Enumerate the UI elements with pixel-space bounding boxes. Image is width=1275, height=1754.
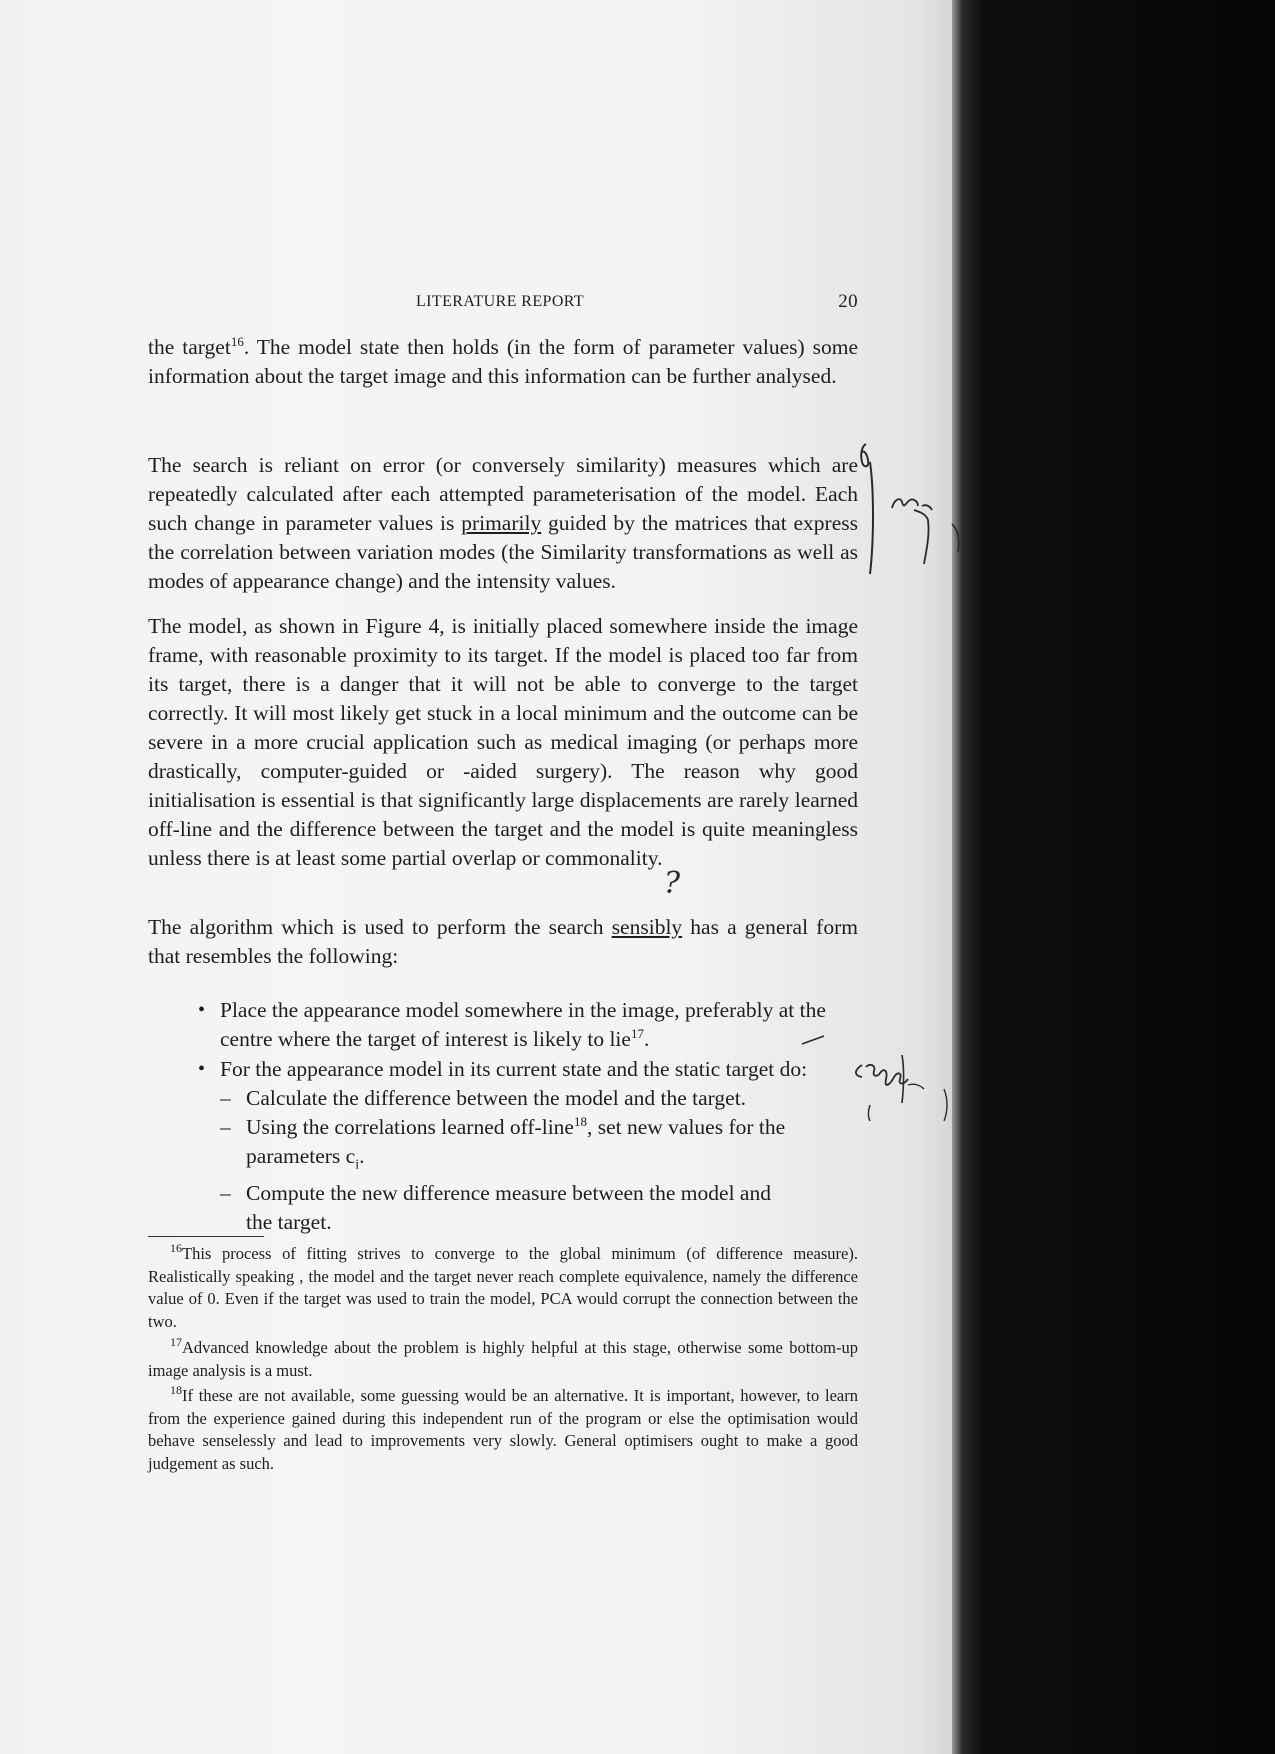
handwritten-underline bbox=[908, 1084, 924, 1089]
footnote-17 bbox=[148, 1337, 858, 1382]
paragraph-2-text-b: guided by the matrices that express the correlation between variation modes (the Similarity transformations as well as modes of appearance change) and the intensity values. bbox=[148, 511, 858, 593]
footnote-17-number: 17 bbox=[170, 1335, 182, 1349]
footnote-17-text: Advanced knowledge about the problem is highly helpful at this stage, otherwise some bottom-up image analysis is a must. bbox=[148, 1338, 858, 1380]
bullet-2-text: For the appearance model in its current state and the static target do: bbox=[220, 1057, 808, 1081]
paragraph-1-text-b: . The model state then holds (in the form of parameter values) some information about the target image and this information can be further analysed. bbox=[148, 335, 858, 388]
handwritten-tick bbox=[869, 1105, 871, 1121]
list-item bbox=[196, 1055, 858, 1237]
handwritten-stroke bbox=[902, 1055, 904, 1103]
paragraph-2 bbox=[148, 451, 858, 596]
handwritten-stroke bbox=[914, 510, 929, 564]
paragraph-1 bbox=[148, 333, 858, 391]
footnote-ref-16: 16 bbox=[230, 334, 244, 349]
list-item bbox=[220, 1179, 858, 1237]
scanner-dark-edge bbox=[952, 0, 1275, 1754]
algorithm-steps-list bbox=[196, 996, 858, 1238]
sub-step-2-text-d: . bbox=[359, 1144, 365, 1168]
list-item bbox=[220, 1113, 858, 1179]
margin-bracket-annotation bbox=[840, 440, 970, 590]
underlined-word-sensibly: sensibly bbox=[611, 915, 683, 939]
handwritten-question-mark: ? bbox=[664, 866, 681, 901]
handwritten-edge-mark bbox=[944, 1089, 947, 1121]
sub-step-1-text: Calculate the difference between the model and the target. bbox=[246, 1086, 747, 1110]
footnote-16-number: 16 bbox=[170, 1241, 182, 1255]
footnote-ref-17: 17 bbox=[630, 1026, 644, 1041]
margin-note-annotation bbox=[842, 1045, 962, 1125]
sub-step-2-text-b: , set new values for the bbox=[586, 1115, 786, 1139]
paragraph-4-text-a: The algorithm which is used to perform the search bbox=[148, 915, 612, 939]
subscript-i: i bbox=[355, 1157, 360, 1173]
bracket-line bbox=[870, 462, 873, 574]
footnote-18-text: If these are not available, some guessing would be an alternative. It is important, however, to learn from the experience gained during this independent run of the program or else the optimisation would behave senselessly and lead to improvements very slowly. General optimisers ought to make a good judgement as such. bbox=[148, 1386, 858, 1473]
sub-steps-list bbox=[220, 1084, 858, 1237]
bracket-top-mark bbox=[861, 444, 868, 466]
handwritten-word bbox=[856, 1065, 908, 1085]
page-header bbox=[148, 293, 858, 319]
running-title: LITERATURE REPORT bbox=[416, 293, 585, 310]
footnote-divider bbox=[148, 1236, 264, 1237]
sub-step-2-text-c: parameters c bbox=[246, 1144, 356, 1168]
page-number: 20 bbox=[838, 291, 858, 312]
paragraph-3: The model, as shown in Figure 4, is initially placed somewhere inside the image frame, with reasonable proximity to its target. If the model is placed too far from its target, there is a danger that it will not be able to converge to the target correctly. It will most likely get stuck in a local minimum and the outcome can be severe in a more crucial application such as medical imaging (or perhaps more drastically, computer-guided or -aided surgery). The reason why good initialisation is essential is that significantly large displacements are rarely learned off-line and the difference between the target and the model is quite meaningless unless there is at least some partial overlap or commonality. bbox=[148, 614, 858, 870]
bullet-1-text-b: . bbox=[643, 1027, 650, 1051]
sub-step-3-text-b: the target. bbox=[246, 1210, 332, 1235]
handwritten-edge-mark bbox=[952, 524, 959, 552]
paragraph-4-text-b: has a general form that resembles the following: bbox=[148, 915, 858, 968]
handwritten-scribble bbox=[892, 499, 932, 510]
pointer-arrow-annotation bbox=[800, 1030, 840, 1050]
sub-step-2-text-a: Using the correlations learned off-line bbox=[246, 1115, 574, 1139]
paragraph-2-text-a: The search is reliant on error (or conversely similarity) measures which are repeatedly calculated after each attempted parameterisation of the model. Each such change in parameter values is bbox=[148, 453, 858, 535]
list-item bbox=[220, 1084, 858, 1113]
underlined-word-primarily: primarily bbox=[461, 511, 542, 535]
bullet-1-text-a: Place the appearance model somewhere in the image, preferably at the centre where the target of interest is likely to lie bbox=[220, 998, 826, 1051]
footnote-ref-18: 18 bbox=[573, 1114, 587, 1129]
paragraph-4 bbox=[148, 913, 858, 971]
paragraph-1-text-a: the target bbox=[148, 335, 231, 359]
sub-step-3-text-a: Compute the new difference measure between the model and bbox=[246, 1181, 771, 1206]
list-item bbox=[196, 996, 858, 1054]
footnote-16-text: This process of fitting strives to converge to the global minimum (of difference measure). Realistically speaking , the model and the target never reach complete equivalence, namely the difference value of 0. Even if the target was used to train the model, PCA would corrupt the connection between the two. bbox=[148, 1244, 858, 1331]
footnote-16 bbox=[148, 1243, 858, 1333]
footnote-18-number: 18 bbox=[170, 1383, 182, 1397]
footnote-18 bbox=[148, 1385, 858, 1475]
